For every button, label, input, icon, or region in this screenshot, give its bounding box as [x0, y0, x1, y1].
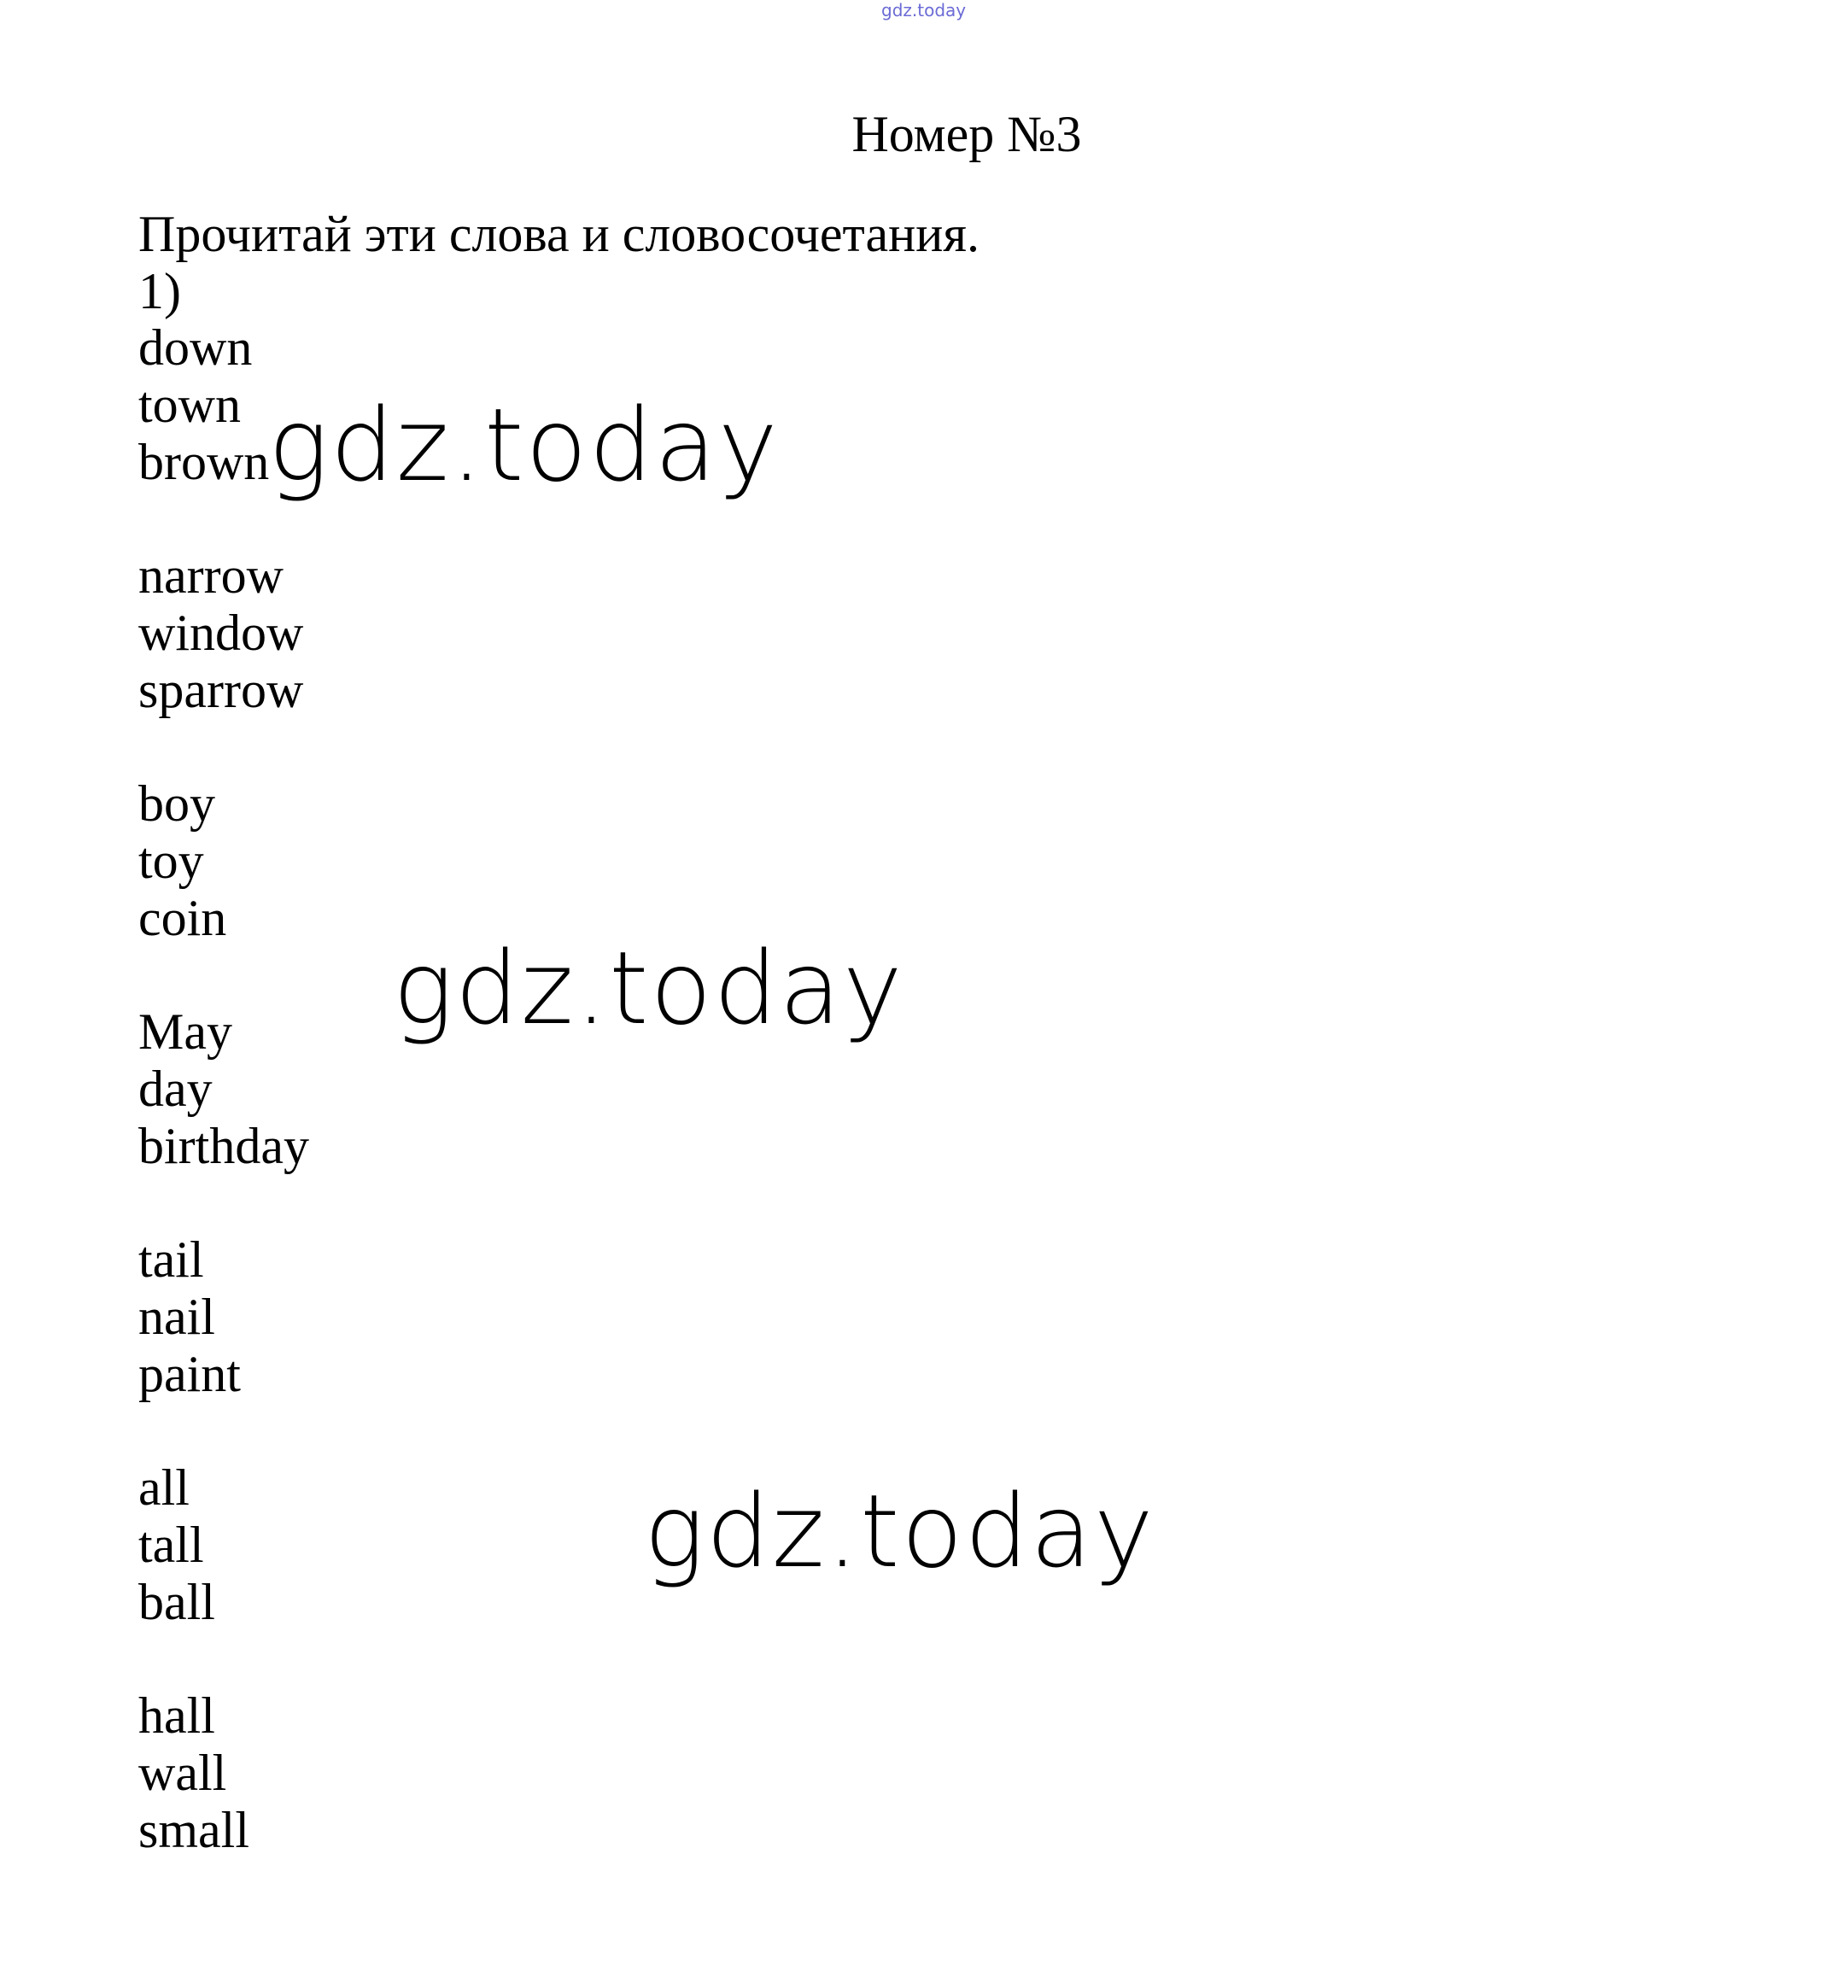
- word-list: [138, 319, 309, 1915]
- instruction-text: Прочитай эти слова и словосочетания.: [138, 206, 980, 262]
- word-group: [138, 547, 309, 719]
- word: toy: [138, 833, 204, 889]
- word: sparrow: [138, 662, 304, 718]
- watermark: gdz.today: [393, 929, 904, 1047]
- word: window: [138, 605, 304, 661]
- word: hall: [138, 1687, 215, 1744]
- page-title: Номер №3: [851, 106, 1082, 162]
- word: small: [138, 1802, 249, 1858]
- word: wall: [138, 1745, 227, 1801]
- word: day: [138, 1061, 213, 1117]
- word: paint: [138, 1346, 241, 1402]
- word: town: [138, 377, 241, 433]
- word: May: [138, 1003, 232, 1060]
- word: nail: [138, 1289, 215, 1345]
- word: boy: [138, 775, 215, 832]
- word: birthday: [138, 1118, 309, 1174]
- word-group: [138, 1003, 309, 1175]
- word: tall: [138, 1517, 204, 1573]
- word: coin: [138, 890, 227, 946]
- word-group: [138, 1231, 309, 1403]
- task-number: 1): [138, 263, 181, 319]
- word-group: [138, 1459, 309, 1631]
- word: brown: [138, 434, 270, 490]
- watermark: gdz.today: [644, 1472, 1155, 1590]
- word: down: [138, 319, 253, 376]
- word: tail: [138, 1231, 204, 1288]
- word: narrow: [138, 547, 284, 604]
- word: all: [138, 1459, 190, 1516]
- word-group: [138, 775, 309, 947]
- word: ball: [138, 1574, 215, 1630]
- word-group: [138, 1687, 309, 1859]
- site-link[interactable]: gdz.today: [881, 0, 967, 20]
- watermark: gdz.today: [268, 386, 780, 504]
